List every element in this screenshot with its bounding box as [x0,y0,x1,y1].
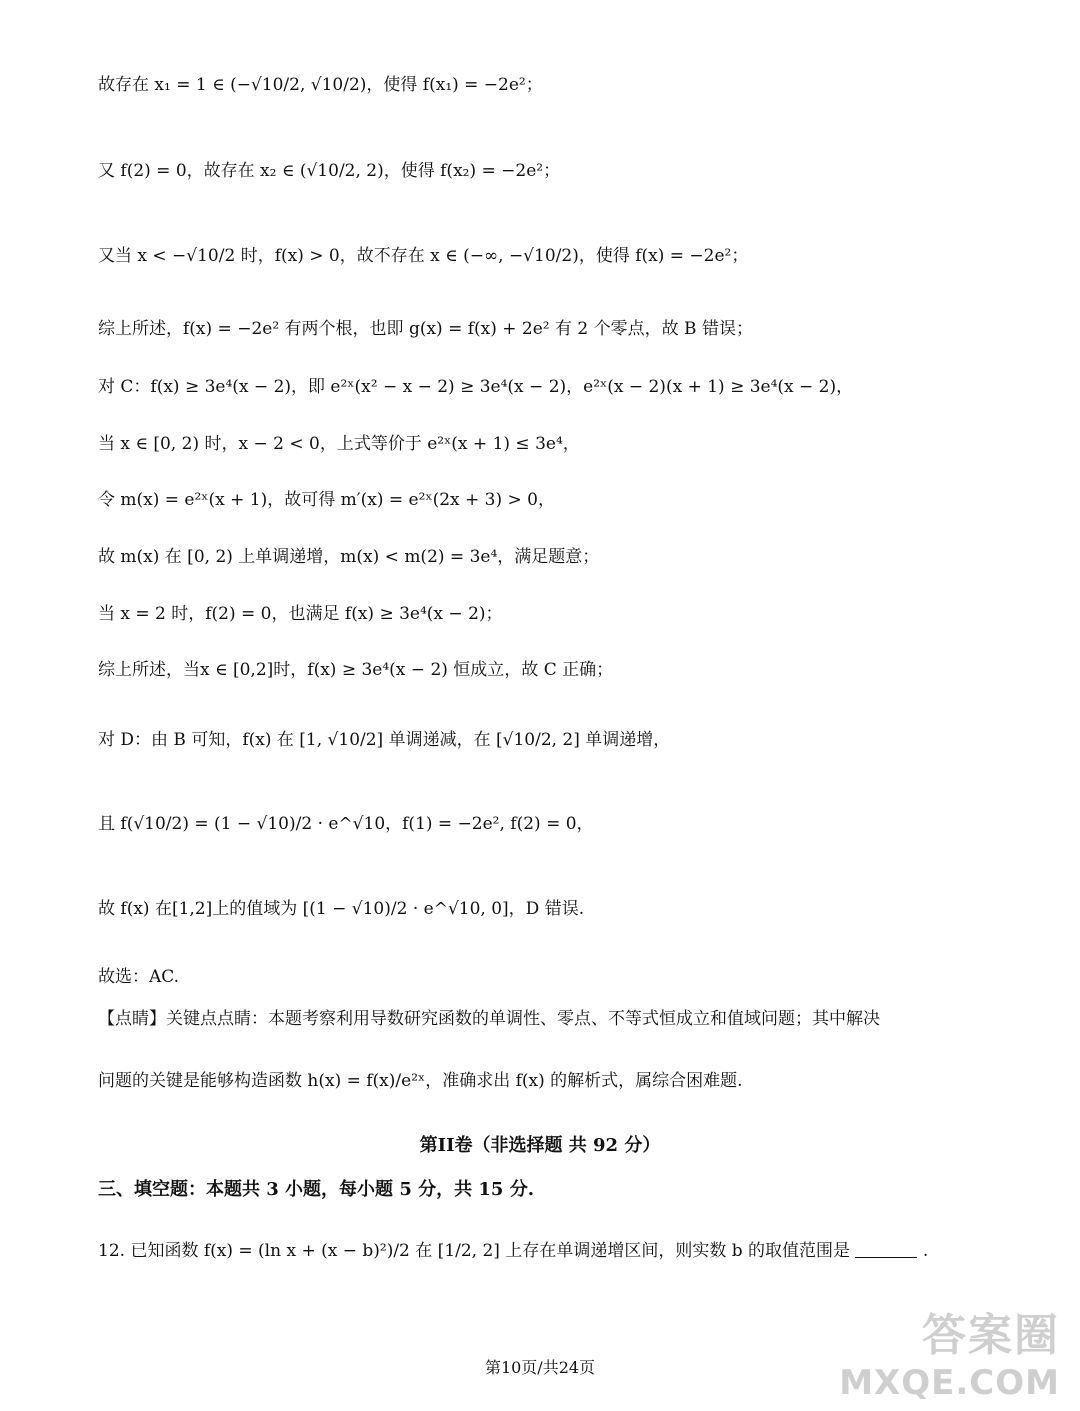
watermark [839,1299,1060,1403]
question-12-period: . [922,1241,929,1261]
solution-line-13: 故 f(x) 在[1,2]上的值域为 [(1 − √10)/2 · e^√10, 0]，D 错误. [98,899,585,919]
solution-line-11: 对 D：由 B 可知，f(x) 在 [1, √10/2] 单调递减，在 [√10/2, 2] 单调递增， [98,730,671,750]
solution-line-6: 当 x ∈ [0, 2) 时，x − 2 < 0，上式等价于 e²ˣ(x + 1) ≤ 3e⁴， [98,434,580,454]
solution-line-9: 当 x = 2 时，f(2) = 0，也满足 f(x) ≥ 3e⁴(x − 2)； [98,604,503,624]
solution-line-10: 综上所述，当x ∈ [0,2]时，f(x) ≥ 3e⁴(x − 2) 恒成立，故 C 正确； [98,660,614,680]
solution-line-2: 又 f(2) = 0，故存在 x₂ ∈ (√10/2, 2)，使得 f(x₂) = −2e²； [98,161,561,181]
key-point-line-2: 问题的关键是能够构造函数 h(x) = f(x)/e²ˣ，准确求出 f(x) 的解析式，属综合困难题. [98,1071,743,1091]
solution-line-8: 故 m(x) 在 [0, 2) 上单调递增，m(x) < m(2) = 3e⁴，满足题意； [98,547,600,567]
solution-line-1: 故存在 x₁ = 1 ∈ (−√10/2, √10/2)，使得 f(x₁) = −2e²； [98,75,543,95]
section-title: 第II卷（非选择题 共 92 分） [419,1135,661,1156]
subsection-title: 三、填空题：本题共 3 小题，每小题 5 分，共 15 分. [98,1179,534,1200]
question-12 [98,1240,1020,1262]
watermark-logo-text: 答案圈 [922,1310,1060,1361]
solution-line-5: 对 C：f(x) ≥ 3e⁴(x − 2)，即 e²ˣ(x² − x − 2) ≥ 3e⁴(x − 2)，e²ˣ(x − 2)(x + 1) ≥ 3e⁴(x − 2)， [98,377,854,397]
question-12-text: 12. 已知函数 f(x) = (ln x + (x − b)²)/2 在 [1/2, 2] 上存在单调递增区间，则实数 b 的取值范围是 [98,1241,851,1261]
page-footer: 第10页/共24页 [484,1358,596,1377]
watermark-url: MXQE.COM [839,1363,1060,1403]
answer-blank[interactable] [855,1257,917,1258]
solution-line-12: 且 f(√10/2) = (1 − √10)/2 · e^√10，f(1) = −2e², f(2) = 0， [98,814,594,834]
solution-line-4: 综上所述，f(x) = −2e² 有两个根，也即 g(x) = f(x) + 2e² 有 2 个零点，故 B 错误； [98,319,753,339]
solution-line-3: 又当 x < −√10/2 时，f(x) > 0，故不存在 x ∈ (−∞, −√10/2)，使得 f(x) = −2e²； [98,246,749,266]
solution-line-14: 故选：AC. [98,967,180,987]
solution-line-7: 令 m(x) = e²ˣ(x + 1)，故可得 m′(x) = e²ˣ(2x + 3) > 0， [98,490,555,510]
key-point-line-1: 【点睛】关键点点睛：本题考察利用导数研究函数的单调性、零点、不等式恒成立和值域问题；其中解决 [98,1009,880,1029]
